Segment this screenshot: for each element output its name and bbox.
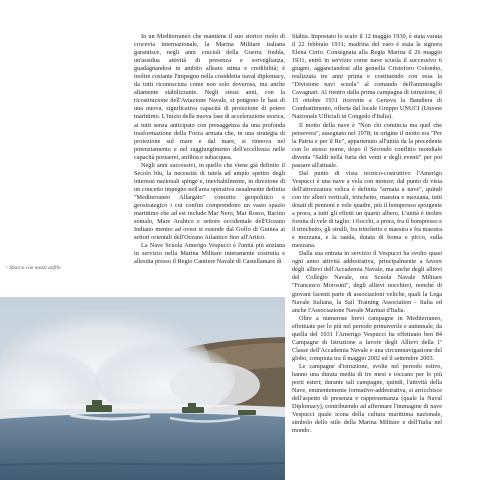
paragraph: Dalla sua entrata in servizio il Vespucci ha svolto quasi ogni anno attività addestrativa, principalmente a favore degli allievi dell'Accademia Navale, ma anche degli allievi del Collegio Navale, ora Scuola Navale Militare "Francesco Morosini", degli allievi nocchieri, nonché di giovani facenti parte di associazioni veliche, quali la Lega Navale Italiana, la Sail Training Association - Italia ed anche l'Associazione Navale Marinai d'Italia.: [292, 250, 442, 314]
paragraph: Negli anni successivi, in quello che viene già definito il Secolo blu, la necessità di tutela ad ampio spettro degli interessi nazionali spinge e, inevitabilmente, in direzione di un concetto impegno nell'area operativa usualmente definita "Mediterraneo Allargato" concetto geopolitico e geostrategico i cui confini comprendono un vasto spazio marittimo che ad est include Mar Nero, Mar Rosso, Bacino somalo, Mare Arabico e settore occidentale dell'Oceano Indiano mentre ad ovest si estende dal Golfo di Guinea ai settori orientali dell'Oceano Atlantico fino all'Artico.: [134, 161, 285, 242]
paragraph: La Nave Scuola Amerigo Vespucci è l'unità più anziana in servizio nella Marina Militare interamente costruita e allestita presso il Regio Cantiere Navale di Castellamare di: [134, 242, 285, 266]
paragraph: In un Mediterraneo che mantiene il suo storico ruolo di crocevia internazionale, la Marina Militare italiana garantisce, negli anni cruciali della Guerra fredda, un'assidua attività di presenza e sorveglianza, guadagnandosi in ambito alleato stima e credibilità; è inoltre costante l'impegno nella cosiddetta naval diplomacy, da tutti riconosciuta come non solo doverosa, ma anche altamente stabilizzante. Negli stessi anni, con la ricostituzione dell'Aviazione Navale, si pongono le basi di una nuova, significativa capacità di proiezione di potere marittimo. L'inizio della nuova fase di accelerazione storica, ai tutti senza anticipato con presaggenza da una profonda trasformazione della Forza armata che, in una strategia di proiezione sul mare e dal mare, si rinnova nel potenziamento e nel raggiungimento dell'eccellenza nelle capacità portaerei, anfibia e subacquea.: [134, 33, 285, 161]
sea: [0, 409, 285, 480]
amphibious-landing-photo: [0, 297, 285, 480]
paragraph: Le campagne d'istruzione, svolte nel periodo estivo, hanno una durata media di tre mesi e toccano per lo più porti esteri; durante tali campagne, quindi, l'attività della Nave, eminentemente formativo-addestrativa, si arricchisce dell'aspetto di presenza e rappresentanza (quale la Naval Diplomacy), contribuendo ad affermare l'immagine di nave Vespucci quale icona della cultura marittima nazionale, simbolo dello stile della Marina Militare e dell'Italia nel mondo.: [292, 362, 442, 435]
right-text-column: [292, 33, 442, 435]
left-text-column: [134, 33, 285, 266]
photo-caption: ◦ Sbarco con mezzi anfibi: [6, 265, 61, 271]
paragraph: Il motto della nave è "Non chi comincia ma quel che persevera", assegnato nel 1978; in origine il motto era "Per la Patria e per il Re", appartenuto all'unità da la precedente con lo stesso nome, dopo il Secondo conflitto mondiale diventa "Saldi nella furia dei venti e degli eventi" per poi passare all'attuale.: [292, 121, 442, 169]
paragraph: Oltre a numerose brevi campagne in Mediterraneo, effettuate per lo più nel periodo primaverile e autunnale, da quella del 1931 l'Amerigo Vespucci ha effettuato ben 84 Campagne di Istruzione a favore degli Allievi della 1ª Classe dell'Accademia Navale e una circumnavigazione del globo, compiuta tra il maggio 2002 ed il settembre 2003.: [292, 314, 442, 362]
paragraph: Dal punto di vista tecnico-costruttivo l'Amerigo Vespucci è una nave a vela con motore; dal punto di vista dell'attrezzatura velica è definita "armata a nave", quindi con tre alberi verticali, trinchetto, maestra e mezzana, tutti dotati di pennoni e vele quadre, più il bompresso sporgente a prora, a tutti gli effetti un quarto albero. L'unità è inoltre fornita di vele di taglio: i fiocchi, a prora, fra il bompresso e il trinchetto, gli strulli, fra trinchetto e maestra e fra maestra e mezzana, e la randa, dotata di boma e picco, sulla mezzana.: [292, 169, 442, 250]
paragraph: Stabia. Impostato lo scafo il 12 maggio 1930, è stata varata il 22 febbraio 1931; madrina del varo è stata la signora Elena Cerio. Consegnata alla Regia Marina il 26 maggio 1931, entrò in servizio come nave scuola il successivo 6 giugno, agganciandosi alla gemella Cristoforo Colombo, realizzata tre anni prima e costituendo con essa la "Divisione navi scuola" al comando dell'ammiraglio Cavagnari. Al rientro dalla prima campagna di istruzione, il 15 ottobre 1931 ricevette a Genova la Bandiera di Combattimento, offerta dal locale Gruppo UNUCI (Unione Nazionale Ufficiali in Congedo d'Italia).: [292, 33, 442, 121]
